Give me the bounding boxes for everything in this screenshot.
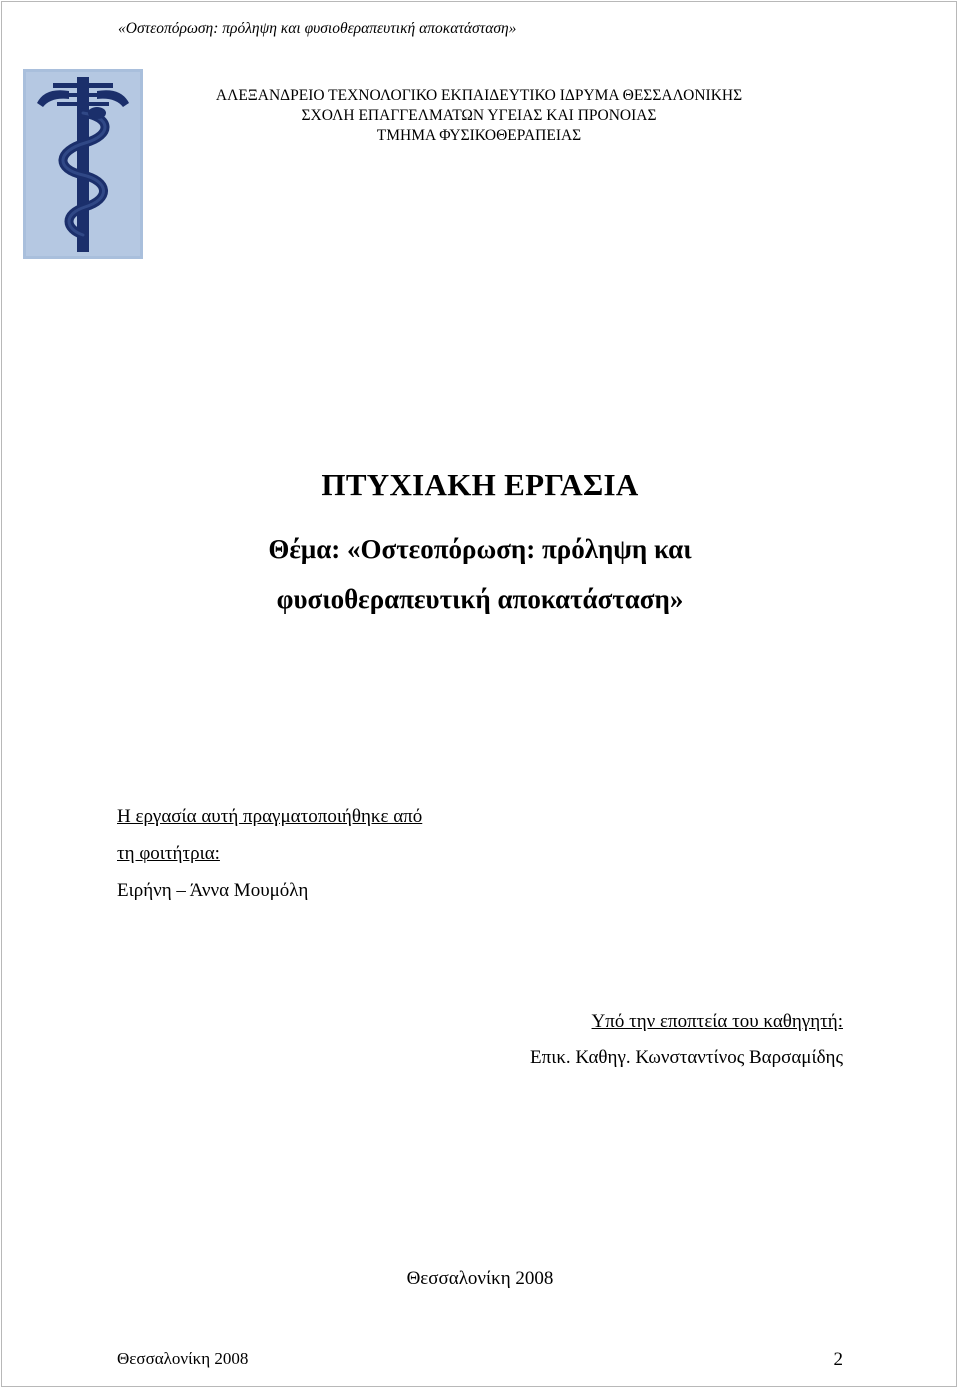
student-block <box>117 798 422 909</box>
thesis-type-title: ΠΤΥΧΙΑΚΗ ΕΡΓΑΣΙΑ <box>321 467 639 502</box>
supervisor-name: Επικ. Καθηγ. Κωνσταντίνος Βαρσαμίδης <box>530 1047 843 1068</box>
subject-line-2: φυσιοθεραπευτική αποκατάσταση» <box>276 584 684 614</box>
page-frame <box>1 1 957 1387</box>
running-header: «Οστεοπόρωση: πρόληψη και φυσιοθεραπευτική αποκατάσταση» <box>118 20 517 37</box>
institution-block <box>150 86 808 146</box>
footer-place-date: Θεσσαλονίκη 2008 <box>117 1349 249 1368</box>
subject-line-1: Θέμα: «Οστεοπόρωση: πρόληψη και <box>268 534 692 564</box>
school-name: ΣΧΟΛΗ ΕΠΑΓΓΕΛΜΑΤΩΝ ΥΓΕΙΑΣ ΚΑΙ ΠΡΟΝΟΙΑΣ <box>301 107 657 124</box>
student-intro-line-2: τη φοιτήτρια: <box>117 843 220 864</box>
caduceus-logo-icon <box>23 69 143 259</box>
supervisor-block <box>530 1004 843 1076</box>
department-name: ΤΜΗΜΑ ΦΥΣΙΚΟΘΕΡΑΠΕΙΑΣ <box>376 127 582 144</box>
student-name: Ειρήνη – Άννα Μουμόλη <box>117 880 309 901</box>
supervisor-label: Υπό την εποπτεία του καθηγητή: <box>591 1011 843 1032</box>
student-intro-line-1: Η εργασία αυτή πραγματοποιήθηκε από <box>117 806 423 827</box>
institution-name: ΑΛΕΞΑΝΔΡΕΙΟ ΤΕΧΝΟΛΟΓΙΚΟ ΕΚΠΑΙΔΕΥΤΙΚΟ ΙΔΡΥΜΑ ΘΕΣΣΑΛΟΝΙΚΗΣ <box>215 87 743 104</box>
page-number: 2 <box>833 1349 843 1370</box>
place-date: Θεσσαλονίκη 2008 <box>406 1268 554 1289</box>
subject-title <box>0 524 960 624</box>
